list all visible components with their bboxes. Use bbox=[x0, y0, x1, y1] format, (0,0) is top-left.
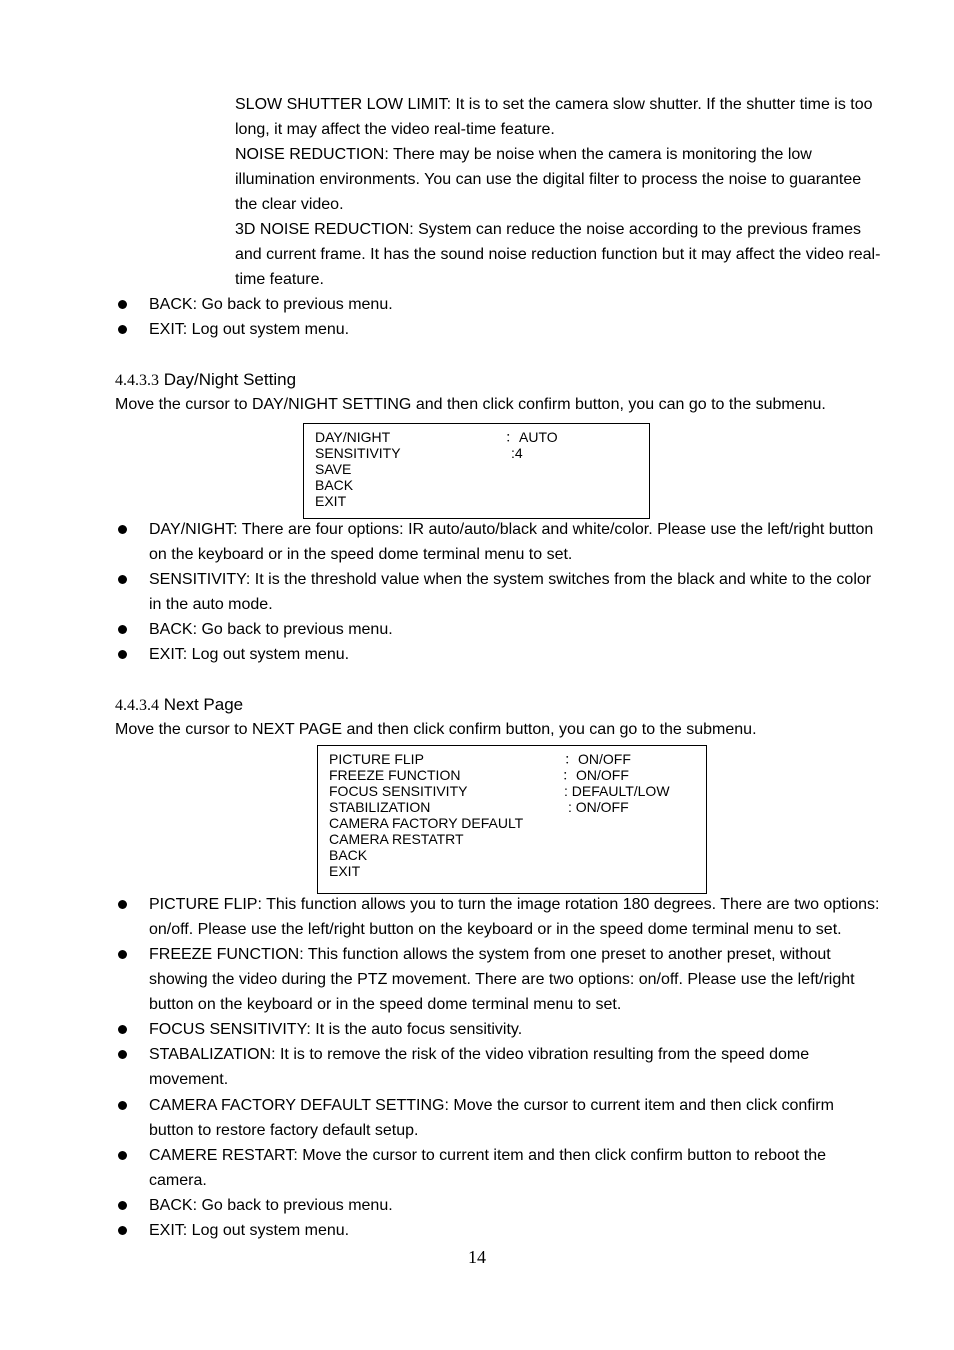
bullet-text: BACK: Go back to previous menu. bbox=[149, 1197, 393, 1214]
menu-label: SAVE bbox=[315, 461, 352, 477]
bullet-dot-icon bbox=[118, 900, 127, 909]
bullet-text: button on the keyboard or in the speed dome terminal menu to set. bbox=[149, 996, 622, 1013]
menu-label: FREEZE FUNCTION bbox=[329, 767, 461, 783]
menu-value: : DEFAULT/LOW bbox=[564, 783, 670, 799]
bullet-dot-icon bbox=[118, 525, 127, 534]
intro-line: time feature. bbox=[235, 271, 324, 288]
bullet-dot-icon bbox=[118, 325, 127, 334]
section-number: 4.4.3.3 bbox=[115, 372, 159, 389]
bullet-dot-icon bbox=[118, 1025, 127, 1034]
bullet-text: CAMERE RESTART: Move the cursor to current item and then click confirm button to reboot the bbox=[149, 1147, 827, 1164]
bullet-text: EXIT: Log out system menu. bbox=[149, 646, 350, 663]
section-heading-nextpage bbox=[115, 692, 243, 718]
section-number: 4.4.3.4 bbox=[115, 697, 159, 714]
bullet-dot-icon bbox=[118, 300, 127, 309]
bullet-text: PICTURE FLIP: This function allows you to turn the image rotation 180 degrees. There are two options: bbox=[149, 896, 880, 913]
bullet-text: camera. bbox=[149, 1172, 207, 1189]
menu-label: EXIT bbox=[329, 863, 361, 879]
intro-line: NOISE REDUCTION: There may be noise when the camera is monitoring the low bbox=[235, 146, 812, 163]
bullet-text: STABALIZATION: It is to remove the risk of the video vibration resulting from the speed dome bbox=[149, 1046, 810, 1063]
menu-label: FOCUS SENSITIVITY bbox=[329, 783, 468, 799]
bullet-dot-icon bbox=[118, 1050, 127, 1059]
bullet-dot-icon bbox=[118, 1226, 127, 1235]
menu-label: PICTURE FLIP bbox=[329, 751, 424, 767]
bullet-text: EXIT: Log out system menu. bbox=[149, 1222, 350, 1239]
intro-line: illumination environments. You can use the digital filter to process the noise to guarantee bbox=[235, 171, 862, 188]
menu-label: BACK bbox=[315, 477, 354, 493]
menu-label: EXIT bbox=[315, 493, 347, 509]
bullet-text: DAY/NIGHT: There are four options: IR auto/auto/black and white/color. Please use the left/right button bbox=[149, 521, 874, 538]
menu-label: BACK bbox=[329, 847, 368, 863]
intro-line: and current frame. It has the sound noise reduction function but it may affect the video real- bbox=[235, 246, 881, 263]
bullet-dot-icon bbox=[118, 625, 127, 634]
bullet-text: BACK: Go back to previous menu. bbox=[149, 621, 393, 638]
bullet-text: showing the video during the PTZ movement. There are two options: on/off. Please use the left/right bbox=[149, 971, 855, 988]
bullet-dot-icon bbox=[118, 1151, 127, 1160]
section-title: Day/Night Setting bbox=[163, 370, 297, 389]
intro-line: SLOW SHUTTER LOW LIMIT: It is to set the camera slow shutter. If the shutter time is too bbox=[235, 96, 873, 113]
menu-value: ：ON/OFF bbox=[564, 751, 631, 767]
bullet-text: on the keyboard or in the speed dome terminal menu to set. bbox=[149, 546, 573, 563]
bullet-text: FOCUS SENSITIVITY: It is the auto focus sensitivity. bbox=[149, 1021, 523, 1038]
daynight-menu-box bbox=[303, 423, 650, 519]
bullet-text: in the auto mode. bbox=[149, 596, 273, 613]
section-title: Next Page bbox=[163, 695, 244, 714]
page-number: 14 bbox=[468, 1247, 486, 1267]
bullet-text: on/off. Please use the left/right button on the keyboard or in the speed dome terminal menu to set. bbox=[149, 921, 842, 938]
menu-value: : ON/OFF bbox=[568, 799, 629, 815]
bullet-text: button to restore factory default setup. bbox=[149, 1122, 419, 1139]
menu-label: SENSITIVITY bbox=[315, 445, 401, 461]
bullet-text: BACK: Go back to previous menu. bbox=[149, 296, 393, 313]
menu-label: DAY/NIGHT bbox=[315, 429, 391, 445]
bullet-text: movement. bbox=[149, 1071, 229, 1088]
section-intro: Move the cursor to NEXT PAGE and then click confirm button, you can go to the submenu. bbox=[115, 721, 757, 738]
menu-value: ：AUTO bbox=[505, 429, 558, 445]
bullet-text: CAMERA FACTORY DEFAULT SETTING: Move the cursor to current item and then click confirm bbox=[149, 1097, 834, 1114]
menu-value: :4 bbox=[511, 445, 523, 461]
bullet-dot-icon bbox=[118, 1201, 127, 1210]
intro-line: long, it may affect the video real-time feature. bbox=[235, 121, 555, 138]
intro-line: the clear video. bbox=[235, 196, 344, 213]
bullet-text: SENSITIVITY: It is the threshold value when the system switches from the black and white to the color bbox=[149, 571, 872, 588]
bullet-dot-icon bbox=[118, 650, 127, 659]
section-intro: Move the cursor to DAY/NIGHT SETTING and then click confirm button, you can go to the submenu. bbox=[115, 396, 826, 413]
menu-label: CAMERA FACTORY DEFAULT bbox=[329, 815, 524, 831]
bullet-dot-icon bbox=[118, 575, 127, 584]
menu-label: STABILIZATION bbox=[329, 799, 431, 815]
menu-value: ：ON/OFF bbox=[562, 767, 629, 783]
bullet-text: FREEZE FUNCTION: This function allows the system from one preset to another preset, without bbox=[149, 946, 831, 963]
bullet-text: EXIT: Log out system menu. bbox=[149, 321, 350, 338]
bullet-dot-icon bbox=[118, 950, 127, 959]
section-heading-daynight bbox=[115, 367, 296, 393]
bullet-dot-icon bbox=[118, 1101, 127, 1110]
nextpage-menu-box bbox=[317, 745, 707, 894]
intro-line: 3D NOISE REDUCTION: System can reduce the noise according to the previous frames bbox=[235, 221, 862, 238]
menu-label: CAMERA RESTATRT bbox=[329, 831, 464, 847]
